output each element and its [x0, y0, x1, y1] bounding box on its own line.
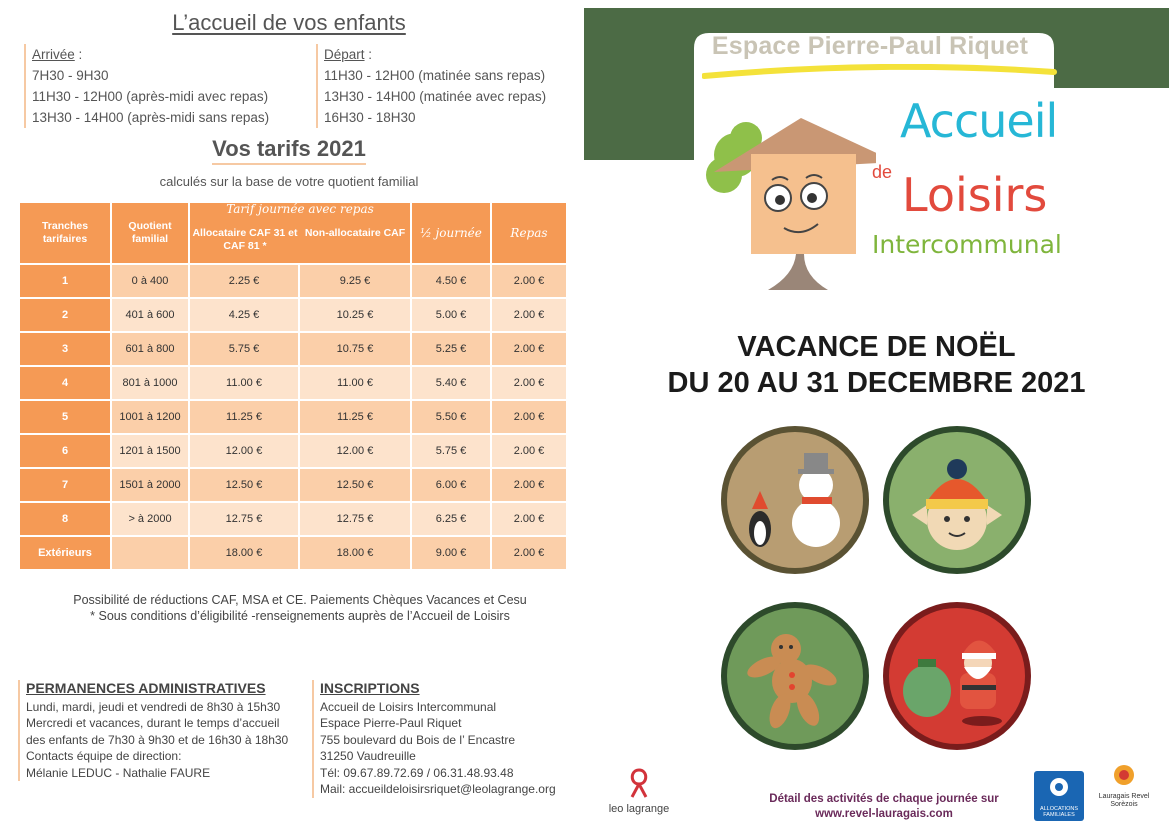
brand-name: Espace Pierre-Paul Riquet — [711, 32, 1029, 60]
tarif-non-allocataire: 12.00 € — [300, 435, 410, 467]
inscriptions-email[interactable]: Mail: accueildeloisirsriquet@leolagrange.org — [320, 782, 556, 796]
tarif-repas: 2.00 € — [492, 537, 566, 569]
tarif-tranche: 1 — [20, 265, 110, 297]
permanences-line: Mélanie LEDUC - Nathalie FAURE — [26, 765, 211, 780]
tarif-quotient: 1001 à 1200 — [112, 401, 188, 433]
elf-badge-icon — [882, 425, 1032, 575]
tarif-tranche: 8 — [20, 503, 110, 535]
tarif-quotient: 1201 à 1500 — [112, 435, 188, 467]
arrivee-heading: Arrivée — [32, 47, 75, 62]
tarif-allocataire: 4.25 € — [190, 299, 298, 331]
tarif-repas: 2.00 € — [492, 299, 566, 331]
permanences-line: Contacts équipe de direction: — [26, 749, 182, 763]
tarif-table — [18, 201, 568, 571]
right-panel — [584, 0, 1169, 826]
logo-intercommunal: Intercommunal — [872, 230, 1062, 259]
permanences-title: PERMANENCES ADMINISTRATIVES — [26, 680, 266, 696]
tarif-repas: 2.00 € — [492, 401, 566, 433]
header-tranches: Tranches tarifaires — [20, 203, 110, 263]
header-quotient: Quotient familial — [112, 203, 188, 263]
tarif-tranche: 6 — [20, 435, 110, 467]
caf-icon — [1034, 771, 1084, 807]
tarif-non-allocataire: 10.75 € — [300, 333, 410, 365]
inscriptions-line: Accueil de Loisirs Intercommunal — [320, 699, 497, 714]
tarif-allocataire: 11.25 € — [190, 401, 298, 433]
depart-heading: Départ — [324, 47, 365, 62]
tarif-demi-journee: 6.00 € — [412, 469, 490, 501]
header-demi-journee: ½ journée — [412, 203, 490, 263]
tarif-allocataire: 11.00 € — [190, 367, 298, 399]
tarif-allocataire: 12.00 € — [190, 435, 298, 467]
tarif-allocataire: 5.75 € — [190, 333, 298, 365]
permanences-block — [18, 680, 308, 781]
tarif-row — [20, 435, 566, 467]
inscriptions-line: Espace Pierre-Paul Riquet — [320, 716, 462, 730]
note-line: * Sous conditions d’éligibilité -renseignements auprès de l’Accueil de Loisirs — [90, 609, 510, 623]
leo-lagrange-logo — [604, 768, 674, 815]
leo-lagrange-icon — [622, 768, 656, 798]
tarif-repas: 2.00 € — [492, 265, 566, 297]
arrivee-line: 7H30 - 9H30 — [32, 68, 109, 83]
footer-website-link[interactable]: www.revel-lauragais.com — [815, 808, 953, 820]
inscriptions-line: 755 boulevard du Bois de l’ Encastre — [320, 732, 516, 747]
caf-label: ALLOCATIONS FAMILIALES — [1039, 806, 1079, 818]
tarif-row — [20, 401, 566, 433]
tarif-tranche: 5 — [20, 401, 110, 433]
lauragais-label: Lauragais Revel Sorèzois — [1098, 793, 1150, 808]
lauragais-logo — [1094, 760, 1154, 820]
tarif-quotient: > à 2000 — [112, 503, 188, 535]
event-title: VACANCE DE NOËL — [737, 331, 1016, 363]
tarif-non-allocataire: 18.00 € — [300, 537, 410, 569]
tarif-row — [20, 503, 566, 535]
event-dates: DU 20 AU 31 DECEMBRE 2021 — [667, 367, 1086, 399]
tarif-allocataire: 18.00 € — [190, 537, 298, 569]
lauragais-icon — [1109, 760, 1139, 790]
permanences-line: Lundi, mardi, jeudi et vendredi de 8h30 à 15h30 — [26, 699, 281, 714]
tarifs-title: Vos tarifs 2021 — [0, 136, 578, 162]
tarif-quotient: 0 à 400 — [112, 265, 188, 297]
tarif-allocataire: 2.25 € — [190, 265, 298, 297]
header-allocataire: Allocataire CAF 31 et CAF 81 * — [192, 226, 298, 252]
accueil-title: L’accueil de vos enfants — [172, 10, 406, 35]
permanences-line: Mercredi et vacances, durant le temps d’accueil — [26, 716, 280, 730]
tarif-row — [20, 537, 566, 569]
arrivee-line: 13H30 - 14H00 (après-midi sans repas) — [32, 110, 270, 125]
leo-lagrange-label: leo lagrange — [608, 803, 670, 815]
tarif-non-allocataire: 11.25 € — [300, 401, 410, 433]
tarif-quotient: 401 à 600 — [112, 299, 188, 331]
tarif-repas: 2.00 € — [492, 435, 566, 467]
tarif-tranche: Extérieurs — [20, 537, 110, 569]
tarif-non-allocataire: 9.25 € — [300, 265, 410, 297]
tarif-header-row — [20, 203, 566, 263]
tarif-allocataire: 12.75 € — [190, 503, 298, 535]
tarif-quotient: 801 à 1000 — [112, 367, 188, 399]
tarif-row — [20, 299, 566, 331]
inscriptions-line: Tél: 09.67.89.72.69 / 06.31.48.93.48 — [320, 765, 514, 780]
inscriptions-block — [312, 680, 582, 798]
tarif-repas: 2.00 € — [492, 503, 566, 535]
tarif-demi-journee: 5.25 € — [412, 333, 490, 365]
footer-detail-text: Détail des activités de chaque journée sur — [769, 793, 999, 805]
depart-block: Départ : 11H30 - 12H00 (matinée sans repas) 13H30 - 14H00 (matinée avec repas) 16H30 - 18H30 — [316, 44, 546, 128]
depart-line: 11H30 - 12H00 (matinée sans repas) — [324, 68, 546, 83]
note-line: Possibilité de réductions CAF, MSA et CE. Paiements Chèques Vacances et Cesu — [73, 593, 527, 607]
header-repas: Repas — [492, 203, 566, 263]
house-mascot-icon — [706, 100, 876, 300]
arrivee-block: Arrivée : 7H30 - 9H30 11H30 - 12H00 (après-midi avec repas) 13H30 - 14H00 (après-midi sans repas) — [24, 44, 269, 128]
snowman-badge-icon — [720, 425, 870, 575]
tarif-row — [20, 469, 566, 501]
event-heading — [584, 329, 1169, 401]
depart-line: 13H30 - 14H00 (matinée avec repas) — [324, 89, 547, 104]
tarif-repas: 2.00 € — [492, 333, 566, 365]
inscriptions-line: 31250 Vaudreuille — [320, 749, 416, 763]
tarif-non-allocataire: 11.00 € — [300, 367, 410, 399]
tarif-repas: 2.00 € — [492, 367, 566, 399]
santa-badge-icon — [882, 601, 1032, 751]
tarif-quotient — [112, 537, 188, 569]
tarif-quotient: 1501 à 2000 — [112, 469, 188, 501]
tarif-allocataire: 12.50 € — [190, 469, 298, 501]
inscriptions-title: INSCRIPTIONS — [320, 680, 420, 696]
tarif-quotient: 601 à 800 — [112, 333, 188, 365]
tarif-tranche: 4 — [20, 367, 110, 399]
tarif-demi-journee: 5.75 € — [412, 435, 490, 467]
tarif-demi-journee: 9.00 € — [412, 537, 490, 569]
tarif-non-allocataire: 12.75 € — [300, 503, 410, 535]
permanences-line: des enfants de 7h30 à 9h30 et de 16h30 à 18h30 — [26, 732, 289, 747]
tarif-tranche: 2 — [20, 299, 110, 331]
left-panel — [0, 0, 584, 826]
header-tarif-journee — [190, 203, 410, 263]
tarif-row — [20, 367, 566, 399]
tarif-row — [20, 265, 566, 297]
footer-detail — [754, 792, 1014, 822]
tarif-demi-journee: 6.25 € — [412, 503, 490, 535]
caf-logo — [1034, 771, 1084, 821]
green-header-band — [584, 8, 1169, 160]
gingerbread-badge-icon — [720, 601, 870, 751]
tarif-repas: 2.00 € — [492, 469, 566, 501]
payment-notes — [0, 592, 600, 624]
header-non-allocataire: Non-allocataire CAF — [304, 226, 406, 239]
tarif-tranche: 3 — [20, 333, 110, 365]
brand-underline — [702, 64, 1057, 80]
tarif-tranche: 7 — [20, 469, 110, 501]
tarifs-subtitle: calculés sur la base de votre quotient familial — [159, 174, 419, 189]
logo-de: de — [872, 162, 893, 182]
tarif-demi-journee: 4.50 € — [412, 265, 490, 297]
tarif-row — [20, 333, 566, 365]
tarif-non-allocataire: 12.50 € — [300, 469, 410, 501]
depart-line: 16H30 - 18H30 — [324, 110, 416, 125]
logo-loisirs: Loisirs — [902, 168, 1048, 222]
tarif-demi-journee: 5.00 € — [412, 299, 490, 331]
tarif-non-allocataire: 10.25 € — [300, 299, 410, 331]
tarif-demi-journee: 5.40 € — [412, 367, 490, 399]
header-tarif-journee-label: Tarif journée avec repas — [226, 202, 374, 216]
tarif-demi-journee: 5.50 € — [412, 401, 490, 433]
logo-accueil: Accueil — [900, 94, 1058, 148]
arrivee-line: 11H30 - 12H00 (après-midi avec repas) — [32, 89, 269, 104]
